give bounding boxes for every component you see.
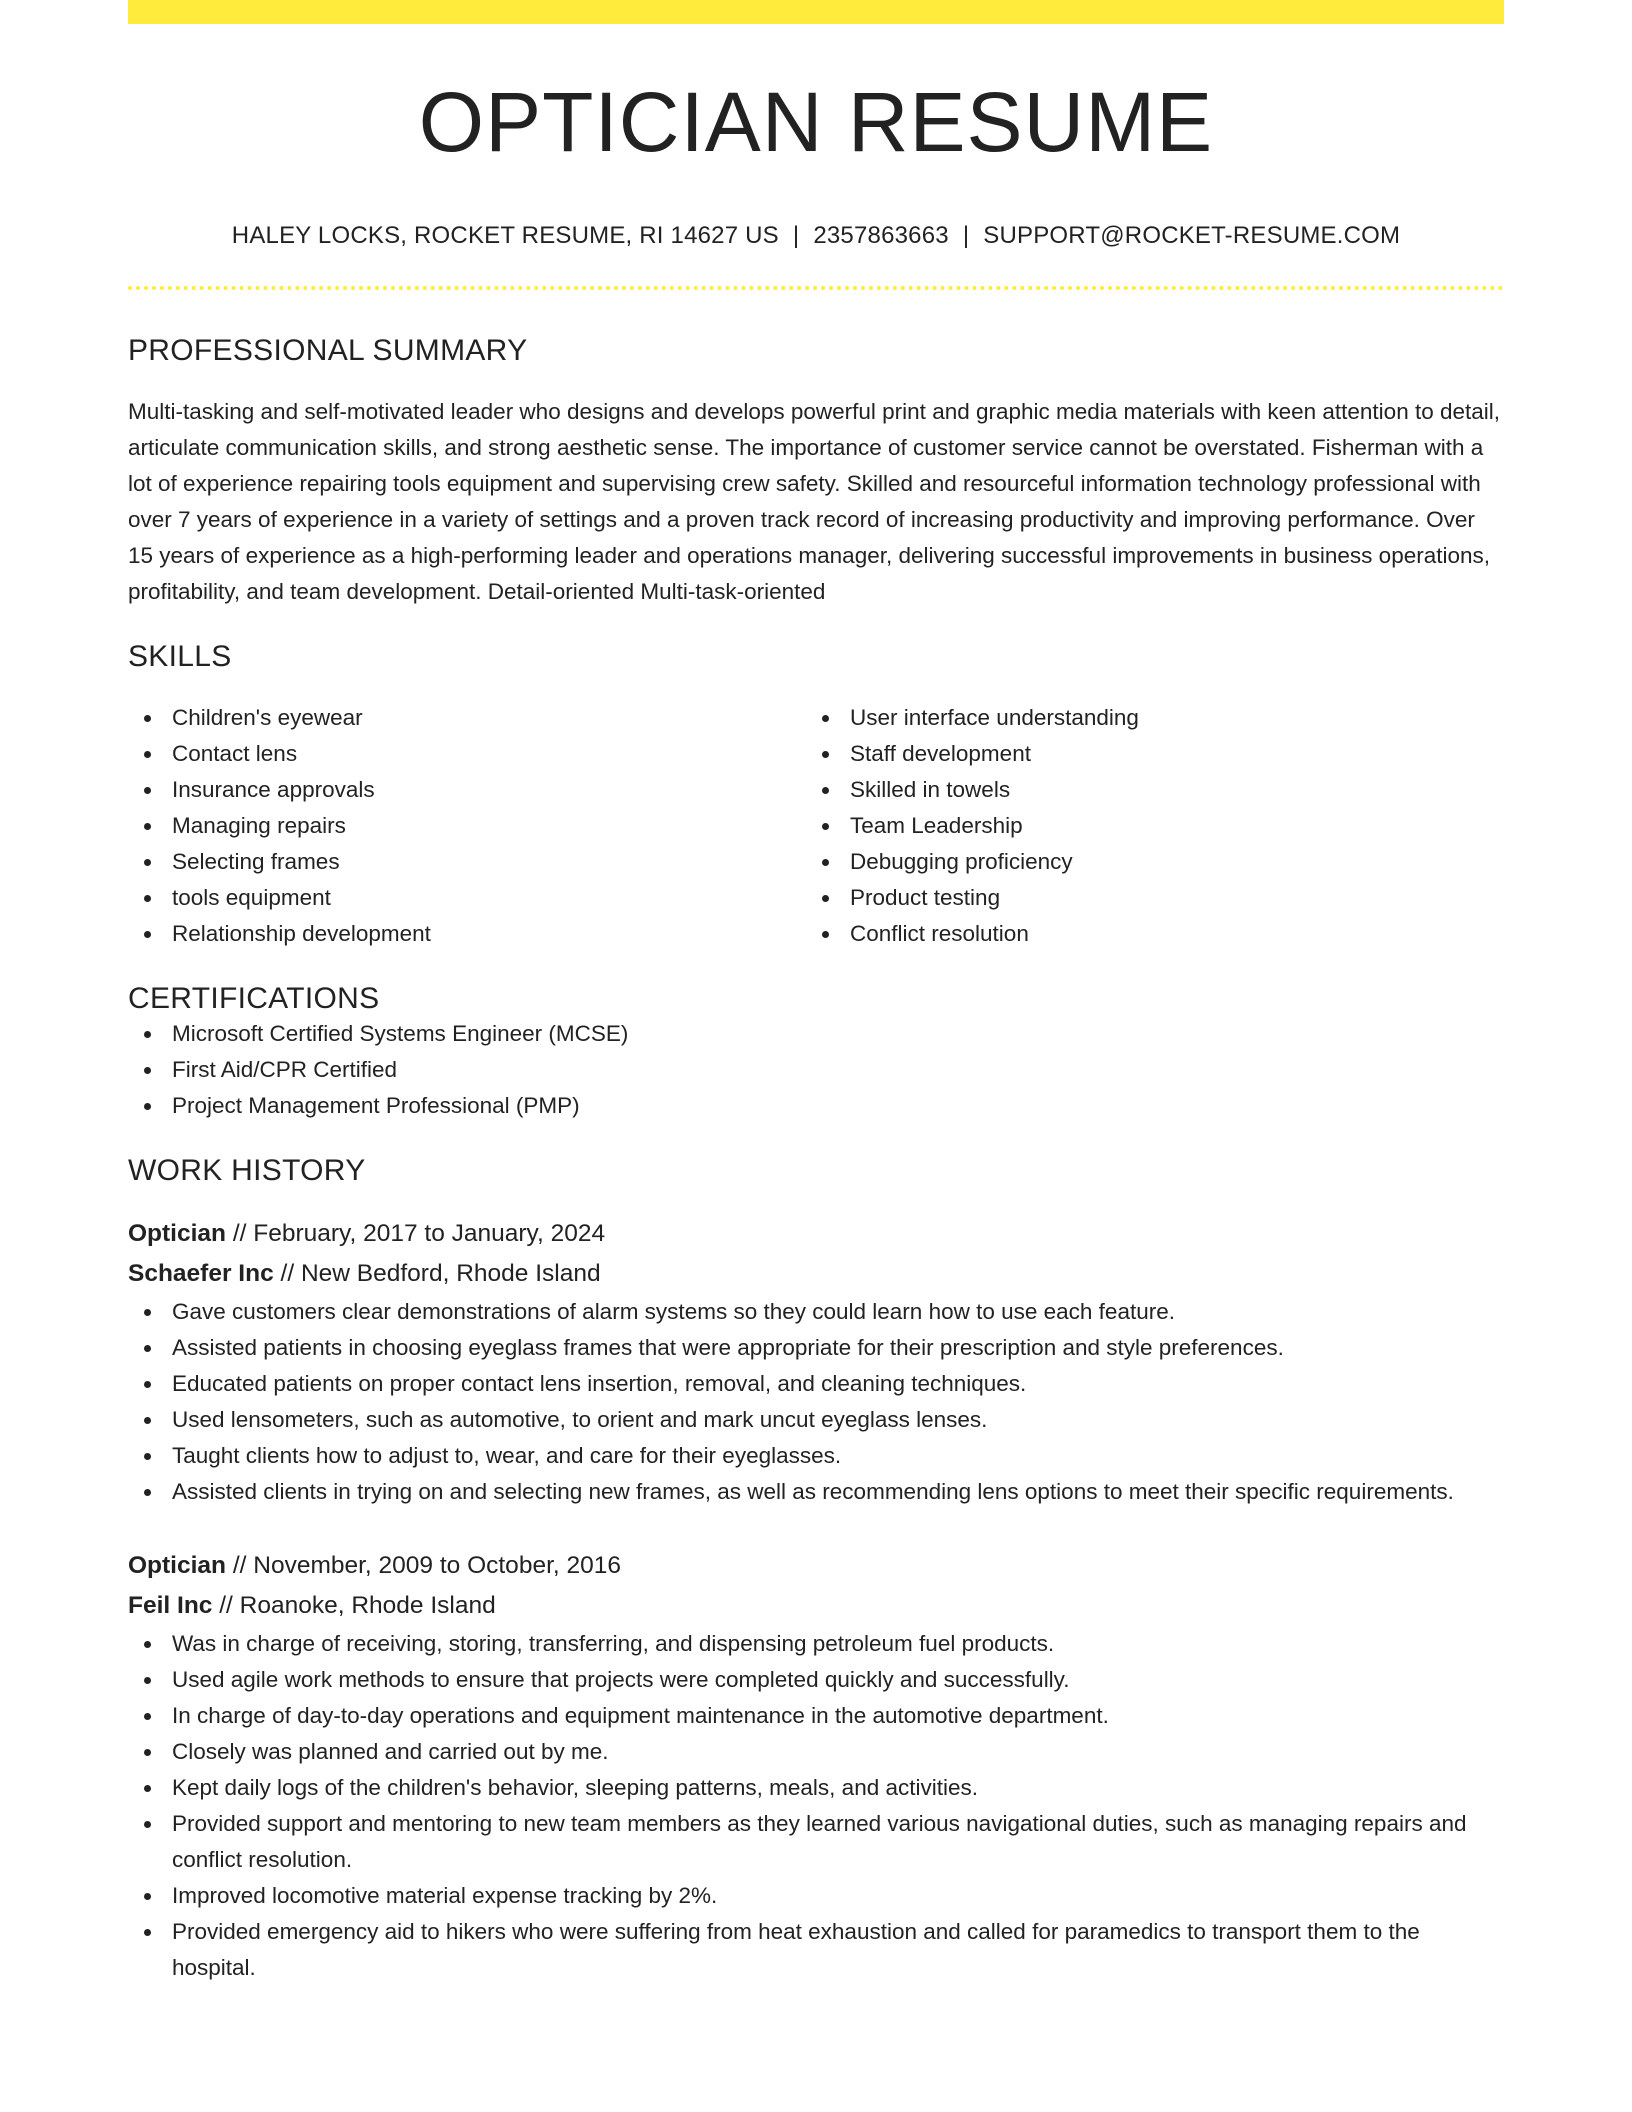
job-duty-item: Educated patients on proper contact lens insertion, removal, and cleaning techniques. xyxy=(128,1366,1504,1402)
certification-item: Project Management Professional (PMP) xyxy=(128,1088,1504,1124)
bullet-icon xyxy=(144,1453,151,1460)
skill-item: Product testing xyxy=(806,880,1484,916)
job-entry xyxy=(128,1546,1504,1986)
skill-item: tools equipment xyxy=(128,880,806,916)
skill-item: Skilled in towels xyxy=(806,772,1484,808)
job-duty-item: Closely was planned and carried out by me. xyxy=(128,1734,1504,1770)
job-company-line xyxy=(128,1254,1504,1294)
bullet-icon xyxy=(144,859,151,866)
bullet-icon xyxy=(822,895,829,902)
skill-item: Managing repairs xyxy=(128,808,806,844)
job-duty-item: Kept daily logs of the children's behavior, sleeping patterns, meals, and activities. xyxy=(128,1770,1504,1806)
page-title: OPTICIAN RESUME xyxy=(418,75,1214,169)
job-dates: // November, 2009 to October, 2016 xyxy=(232,1552,621,1579)
bullet-icon xyxy=(144,1749,151,1756)
skill-item: Debugging proficiency xyxy=(806,844,1484,880)
skill-item: Staff development xyxy=(806,736,1484,772)
bullet-icon xyxy=(144,931,151,938)
bullet-icon xyxy=(144,1309,151,1316)
skills-column-right xyxy=(806,700,1484,952)
job-duties-list xyxy=(128,1626,1504,1986)
bullet-icon xyxy=(822,751,829,758)
job-role: Optician xyxy=(128,1220,227,1247)
accent-top-bar xyxy=(128,0,1504,24)
skill-item: Insurance approvals xyxy=(128,772,806,808)
summary-heading: PROFESSIONAL SUMMARY xyxy=(128,334,528,367)
job-location: // New Bedford, Rhode Island xyxy=(280,1260,601,1287)
job-duty-item: Was in charge of receiving, storing, transferring, and dispensing petroleum fuel products. xyxy=(128,1626,1504,1662)
certifications-list xyxy=(128,1016,1504,1124)
job-role-line xyxy=(128,1546,1504,1586)
job-role: Optician xyxy=(128,1552,227,1579)
contact-address: HALEY LOCKS, ROCKET RESUME, RI 14627 US xyxy=(231,222,779,249)
summary-text: Multi-tasking and self-motivated leader who designs and develops powerful print and graphic media materials with keen attention to detail, articulate communication skills, and strong aesthetic sense. The importance of customer service cannot be overstated. Fisherman with a lot of experience repairing tools equipment and supervising crew safety. Skilled and resourceful information technology professional with over 7 years of experience in a variety of settings and a proven track record of increasing productivity and improving performance. Over 15 years of experience as a high-performing leader and operations manager, delivering successful improvements in business operations, profitability, and team development. Detail-oriented Multi-task-oriented xyxy=(128,399,1501,604)
bullet-icon xyxy=(144,715,151,722)
job-entry xyxy=(128,1214,1504,1510)
job-dates: // February, 2017 to January, 2024 xyxy=(232,1220,606,1247)
bullet-icon xyxy=(144,823,151,830)
job-duty-item: Used lensometers, such as automotive, to orient and mark uncut eyeglass lenses. xyxy=(128,1402,1504,1438)
bullet-icon xyxy=(144,895,151,902)
job-location: // Roanoke, Rhode Island xyxy=(219,1592,496,1619)
skill-item: Contact lens xyxy=(128,736,806,772)
skill-item: Selecting frames xyxy=(128,844,806,880)
contact-separator: | xyxy=(962,222,970,249)
skills-heading: SKILLS xyxy=(128,640,232,673)
work-history-heading: WORK HISTORY xyxy=(128,1154,366,1187)
job-duty-item: Improved locomotive material expense tracking by 2%. xyxy=(128,1878,1504,1914)
job-company-line xyxy=(128,1586,1504,1626)
bullet-icon xyxy=(144,1417,151,1424)
bullet-icon xyxy=(144,1489,151,1496)
skill-item: User interface understanding xyxy=(806,700,1484,736)
job-role-line xyxy=(128,1214,1504,1254)
bullet-icon xyxy=(144,1381,151,1388)
certification-item: Microsoft Certified Systems Engineer (MCSE) xyxy=(128,1016,1504,1052)
job-duties-list xyxy=(128,1294,1504,1510)
job-duty-item: Gave customers clear demonstrations of alarm systems so they could learn how to use each feature. xyxy=(128,1294,1504,1330)
resume-page xyxy=(128,0,1504,2112)
job-company: Feil Inc xyxy=(128,1592,213,1619)
dotted-divider xyxy=(128,286,1504,290)
contact-email: SUPPORT@ROCKET-RESUME.COM xyxy=(983,222,1401,249)
bullet-icon xyxy=(144,787,151,794)
bullet-icon xyxy=(144,1929,151,1936)
bullet-icon xyxy=(144,1345,151,1352)
job-duty-item: Taught clients how to adjust to, wear, and care for their eyeglasses. xyxy=(128,1438,1504,1474)
bullet-icon xyxy=(144,1031,151,1038)
bullet-icon xyxy=(144,1103,151,1110)
skills-grid xyxy=(128,700,1504,952)
bullet-icon xyxy=(144,1677,151,1684)
skill-item: Children's eyewear xyxy=(128,700,806,736)
job-duty-item: In charge of day-to-day operations and equipment maintenance in the automotive department. xyxy=(128,1698,1504,1734)
skills-list-right xyxy=(806,700,1484,952)
bullet-icon xyxy=(144,1713,151,1720)
job-duty-item: Used agile work methods to ensure that projects were completed quickly and successfully. xyxy=(128,1662,1504,1698)
bullet-icon xyxy=(822,931,829,938)
bullet-icon xyxy=(822,859,829,866)
bullet-icon xyxy=(144,751,151,758)
bullet-icon xyxy=(822,823,829,830)
certification-item: First Aid/CPR Certified xyxy=(128,1052,1504,1088)
contact-separator: | xyxy=(792,222,800,249)
job-duty-item: Assisted patients in choosing eyeglass frames that were appropriate for their prescription and style preferences. xyxy=(128,1330,1504,1366)
bullet-icon xyxy=(144,1641,151,1648)
bullet-icon xyxy=(144,1893,151,1900)
skills-column-left xyxy=(128,700,806,952)
certifications-heading: CERTIFICATIONS xyxy=(128,982,380,1015)
job-company: Schaefer Inc xyxy=(128,1260,274,1287)
skills-list-left xyxy=(128,700,806,952)
job-duty-item: Provided emergency aid to hikers who were suffering from heat exhaustion and called for paramedics to transport them to the hospital. xyxy=(128,1914,1504,1986)
bullet-icon xyxy=(822,715,829,722)
bullet-icon xyxy=(144,1067,151,1074)
contact-line xyxy=(128,222,1504,250)
skill-item: Conflict resolution xyxy=(806,916,1484,952)
bullet-icon xyxy=(144,1821,151,1828)
bullet-icon xyxy=(822,787,829,794)
bullet-icon xyxy=(144,1785,151,1792)
job-duty-item: Assisted clients in trying on and selecting new frames, as well as recommending lens options to meet their specific requirements. xyxy=(128,1474,1504,1510)
contact-phone: 2357863663 xyxy=(813,222,949,249)
skill-item: Team Leadership xyxy=(806,808,1484,844)
job-duty-item: Provided support and mentoring to new team members as they learned various navigational duties, such as managing repairs and conflict resolution. xyxy=(128,1806,1504,1878)
skill-item: Relationship development xyxy=(128,916,806,952)
